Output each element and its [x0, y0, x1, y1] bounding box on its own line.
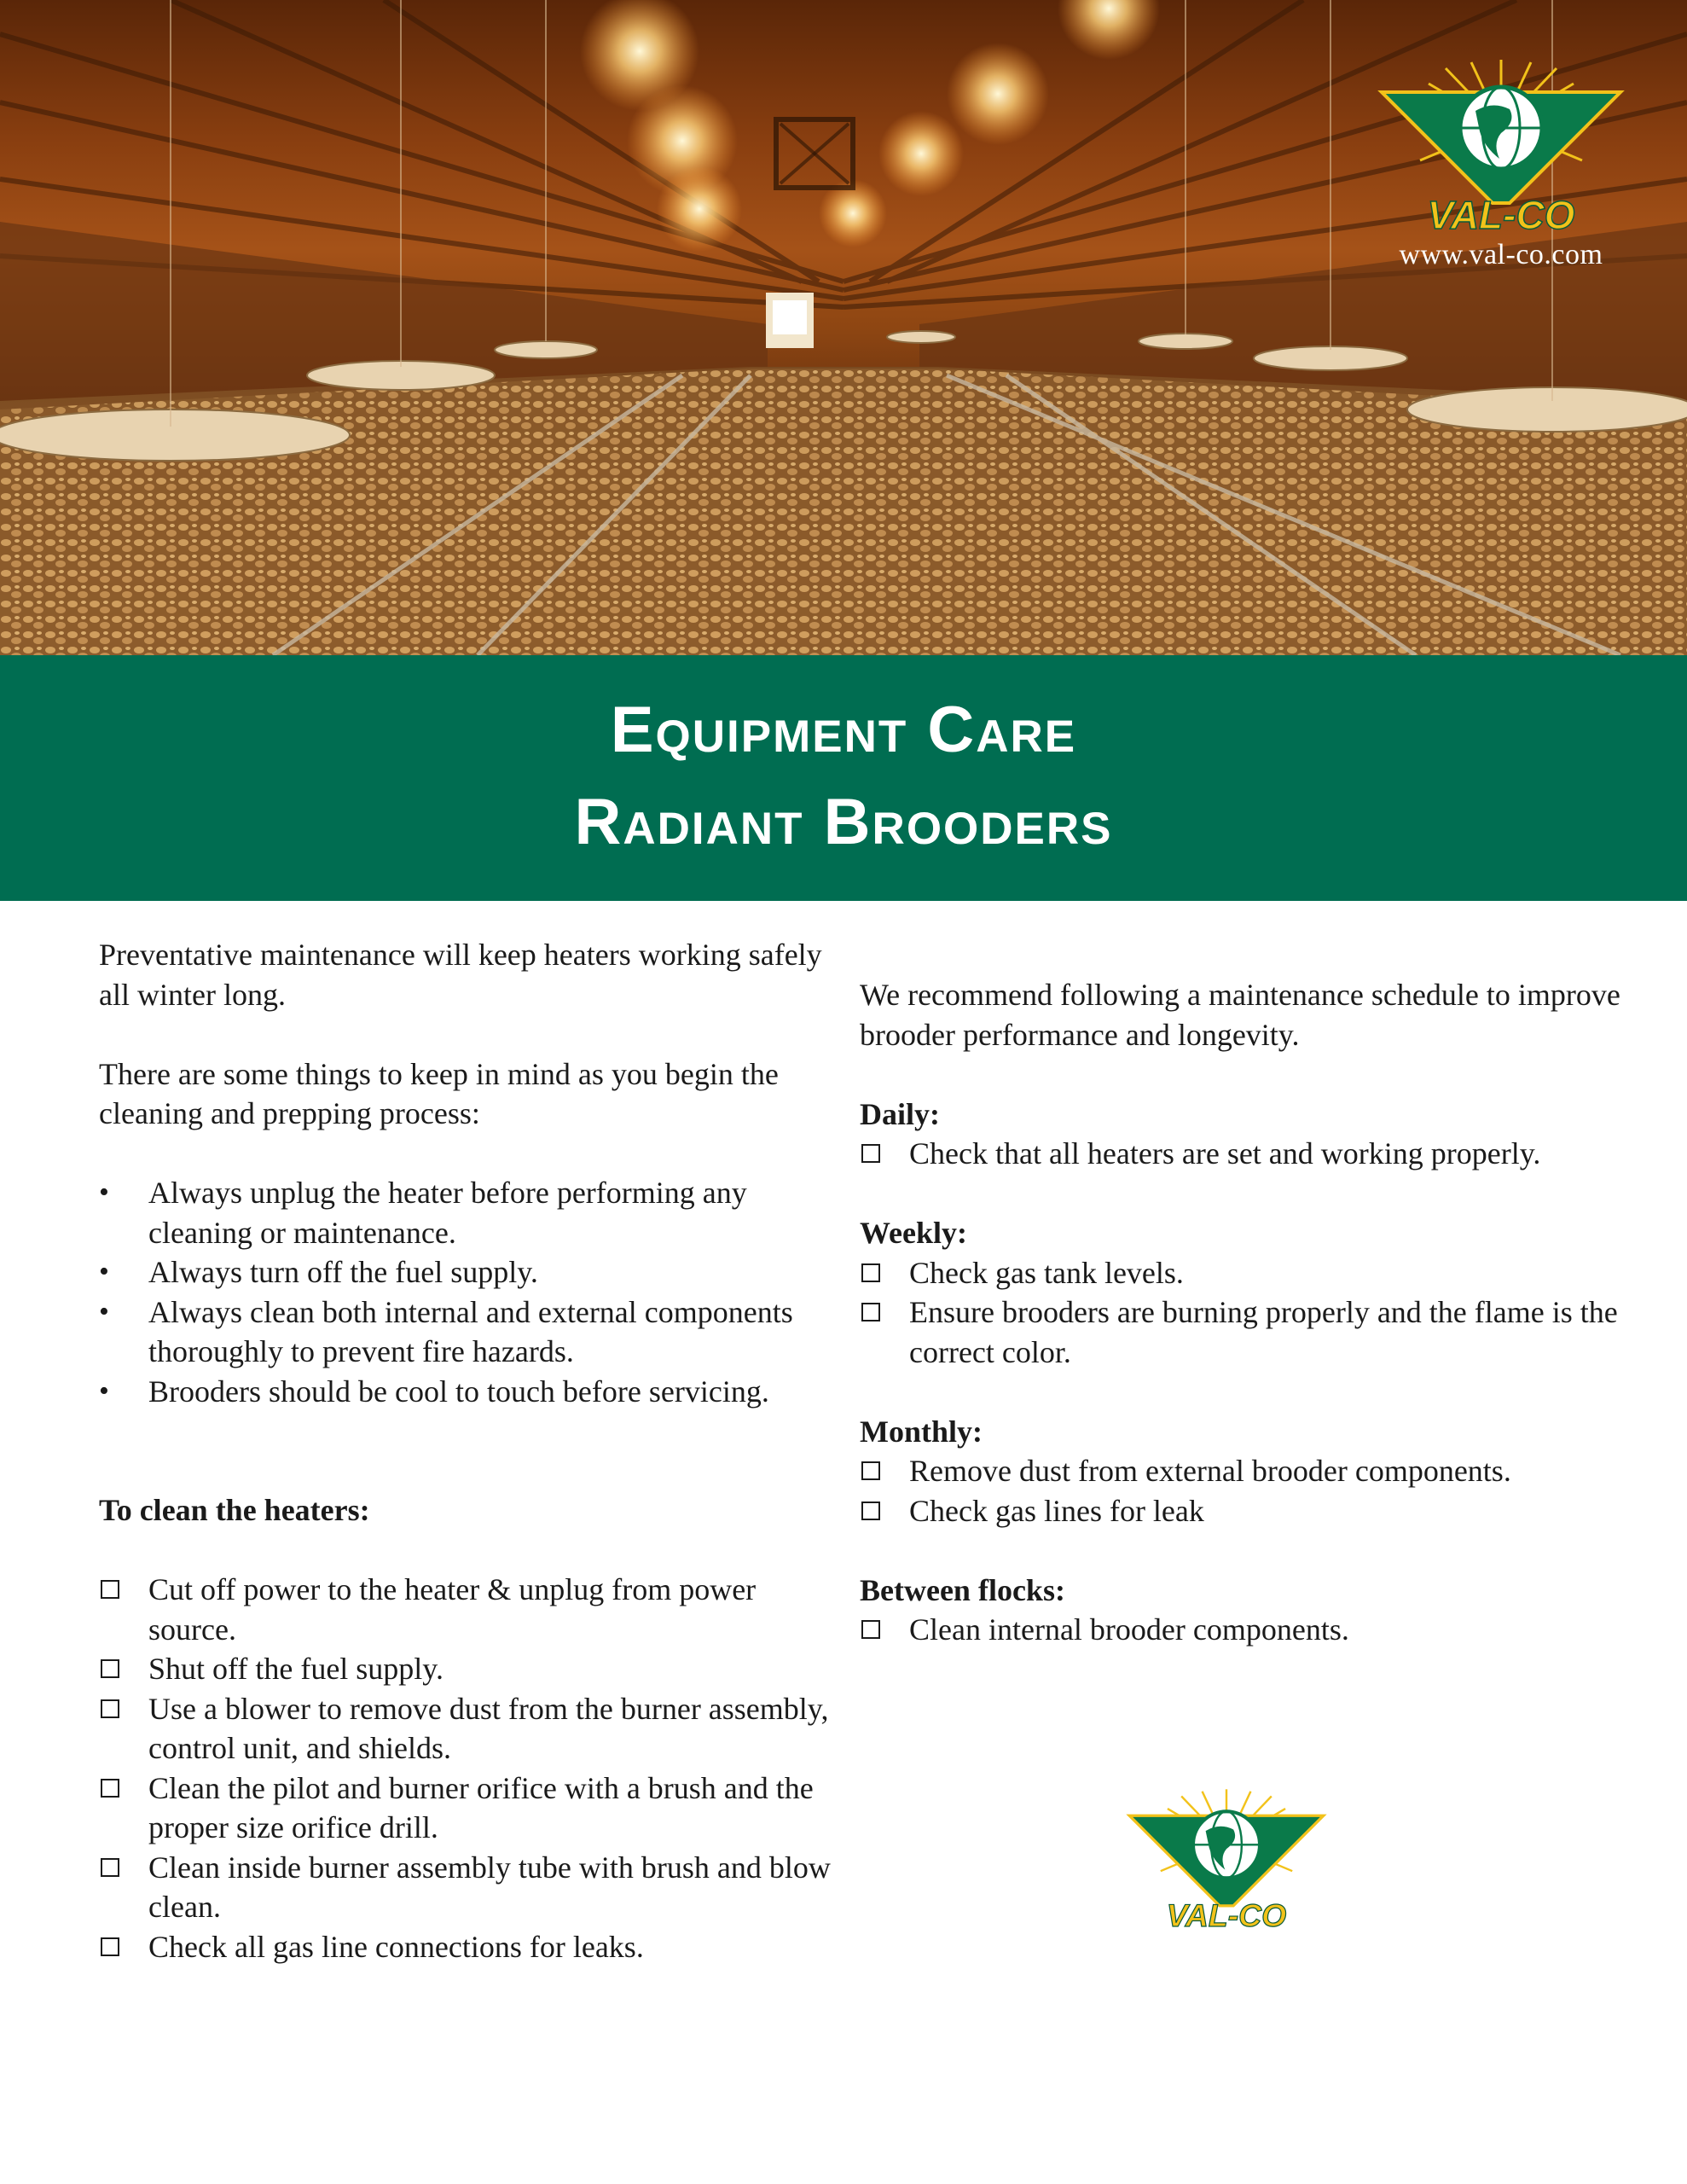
checklist-item: [860, 1451, 1644, 1491]
checklist-item: [99, 1848, 849, 1927]
keep-in-mind-paragraph: There are some things to keep in mind as you begin the cleaning and prepping process:: [99, 1056, 779, 1130]
between-flocks-checklist: [860, 1610, 1644, 1650]
list-item: • Always unplug the heater before performing any cleaning or maintenance.: [99, 1173, 849, 1252]
checkbox-icon: [861, 1502, 880, 1520]
checklist-item: [860, 1610, 1644, 1650]
checklist-item: [860, 1491, 1644, 1531]
list-item: • Always turn off the fuel supply.: [99, 1252, 849, 1292]
right-column: [860, 975, 1644, 1650]
weekly-heading: Weekly:: [860, 1216, 967, 1250]
checklist-item-text: Shut off the fuel supply.: [148, 1652, 443, 1686]
checklist-item-text: Remove dust from external brooder components.: [909, 1454, 1511, 1488]
schedule-intro: We recommend following a maintenance schedule to improve brooder performance and longevity.: [860, 978, 1620, 1052]
checklist-item-text: Check all gas line connections for leaks.: [148, 1929, 644, 1964]
between-flocks-heading: Between flocks:: [860, 1572, 1065, 1607]
checklist-item: [99, 1570, 849, 1649]
checkbox-icon: [101, 1659, 119, 1678]
checklist-item-text: Ensure brooders are burning properly and the flame is the correct color.: [909, 1295, 1618, 1369]
left-column: [99, 935, 849, 1966]
checkbox-icon: [101, 1937, 119, 1956]
checkbox-icon: [861, 1461, 880, 1480]
hero-photo: [0, 0, 1687, 655]
checkbox-icon: [861, 1620, 880, 1639]
checklist-item-text: Use a blower to remove dust from the burner assembly, control unit, and shields.: [148, 1691, 829, 1765]
svg-text:VAL-CO: VAL-CO: [1427, 193, 1575, 237]
checklist-item: [99, 1689, 849, 1769]
checklist-item-text: Clean internal brooder components.: [909, 1612, 1349, 1647]
list-item: • Brooders should be cool to touch before servicing.: [99, 1372, 849, 1412]
checklist-item: [99, 1769, 849, 1848]
valco-logo-footer: [1116, 1780, 1337, 1942]
page-subtitle: Radiant Brooders: [574, 786, 1113, 858]
cleaning-checklist: [99, 1570, 849, 1966]
checklist-item: [99, 1649, 849, 1689]
monthly-checklist: [860, 1451, 1644, 1531]
checklist-item: [99, 1927, 849, 1967]
website-url: www.val-co.com: [1399, 239, 1603, 270]
checklist-item: [860, 1292, 1644, 1372]
checkbox-icon: [101, 1858, 119, 1877]
daily-checklist: [860, 1134, 1644, 1174]
valco-logo: [1365, 58, 1638, 237]
checklist-item-text: Clean the pilot and burner orifice with a brush and the proper size orifice drill.: [148, 1770, 814, 1844]
svg-text:VAL-CO: VAL-CO: [1166, 1897, 1287, 1934]
checklist-item-text: Check gas lines for leak: [909, 1493, 1204, 1528]
checklist-item: [860, 1253, 1644, 1293]
weekly-checklist: [860, 1253, 1644, 1373]
checklist-item: [860, 1134, 1644, 1174]
checklist-item-text: Check gas tank levels.: [909, 1255, 1184, 1290]
checkbox-icon: [861, 1303, 880, 1321]
title-band: [0, 655, 1687, 901]
checkbox-icon: [101, 1699, 119, 1718]
checklist-item-text: Cut off power to the heater & unplug from power source.: [148, 1572, 757, 1647]
safety-bullet-list: [99, 1173, 849, 1411]
checkbox-icon: [101, 1779, 119, 1798]
checkbox-icon: [101, 1580, 119, 1599]
checklist-item-text: Check that all heaters are set and working properly.: [909, 1136, 1541, 1170]
clean-heaters-heading: To clean the heaters:: [99, 1493, 370, 1527]
checklist-item-text: Clean inside burner assembly tube with brush and blow clean.: [148, 1850, 831, 1924]
checkbox-icon: [861, 1263, 880, 1282]
daily-heading: Daily:: [860, 1096, 940, 1131]
monthly-heading: Monthly:: [860, 1414, 983, 1449]
checkbox-icon: [861, 1144, 880, 1163]
page-title: Equipment Care: [610, 694, 1077, 766]
intro-paragraph: Preventative maintenance will keep heaters working safely all winter long.: [99, 938, 822, 1012]
list-item: • Always clean both internal and external components thoroughly to prevent fire hazards.: [99, 1292, 849, 1372]
